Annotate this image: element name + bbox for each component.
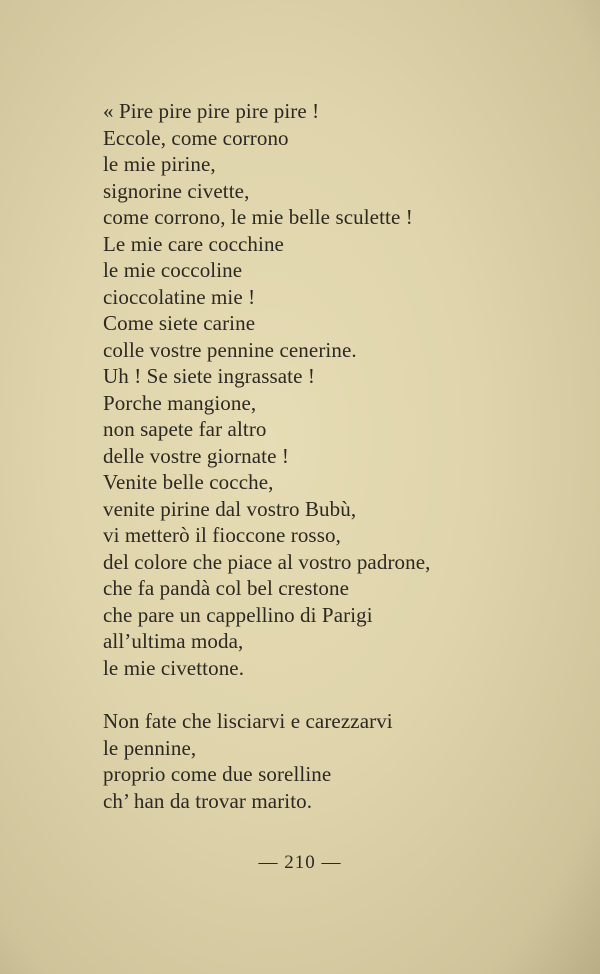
verse-line: Come siete carine (103, 311, 256, 335)
verse-line: « Pire pire pire pire pire ! (103, 99, 320, 123)
verse-line: Non fate che lisciarvi e carezzarvi (103, 709, 393, 733)
verse-line: non sapete far altro (103, 417, 267, 441)
verse-line: del colore che piace al vostro padrone, (103, 549, 431, 574)
verse-line: all’ultima moda, (103, 629, 244, 653)
verse-line: ch’ han da trovar marito. (103, 788, 313, 813)
verse-line: le mie pirine, (103, 152, 216, 176)
verse-line: Uh ! Se siete ingrassate ! (103, 364, 315, 388)
verse-line: come corrono, le mie belle sculette ! (103, 205, 413, 229)
page-number (0, 852, 600, 874)
verse-line: venite pirine dal vostro Bubù, (103, 496, 357, 521)
stanza-2 (103, 708, 583, 814)
stanza-1 (103, 98, 583, 681)
page-number-text: — 210 — (258, 852, 342, 873)
verse-line: signorine civette, (103, 178, 250, 203)
poem-text (103, 98, 583, 814)
verse-line: proprio come due sorelline (103, 762, 332, 786)
verse-line: Porche mangione, (103, 390, 257, 415)
verse-line: le pennine, (103, 735, 197, 760)
verse-line: vi metterò il fioccone rosso, (103, 523, 341, 547)
verse-line: le mie coccoline (103, 258, 243, 282)
verse-line: Le mie care cocchine (103, 231, 284, 256)
verse-line: Venite belle cocche, (103, 470, 274, 494)
verse-line: le mie civettone. (103, 655, 245, 680)
verse-line: che pare un cappellino di Parigi (103, 602, 373, 627)
verse-line: che fa pandà col bel crestone (103, 576, 350, 600)
verse-line: cioccolatine mie ! (103, 284, 256, 309)
verse-line: colle vostre pennine cenerine. (103, 337, 357, 362)
verse-line: delle vostre giornate ! (103, 443, 289, 468)
verse-line: Eccole, come corrono (103, 125, 289, 150)
